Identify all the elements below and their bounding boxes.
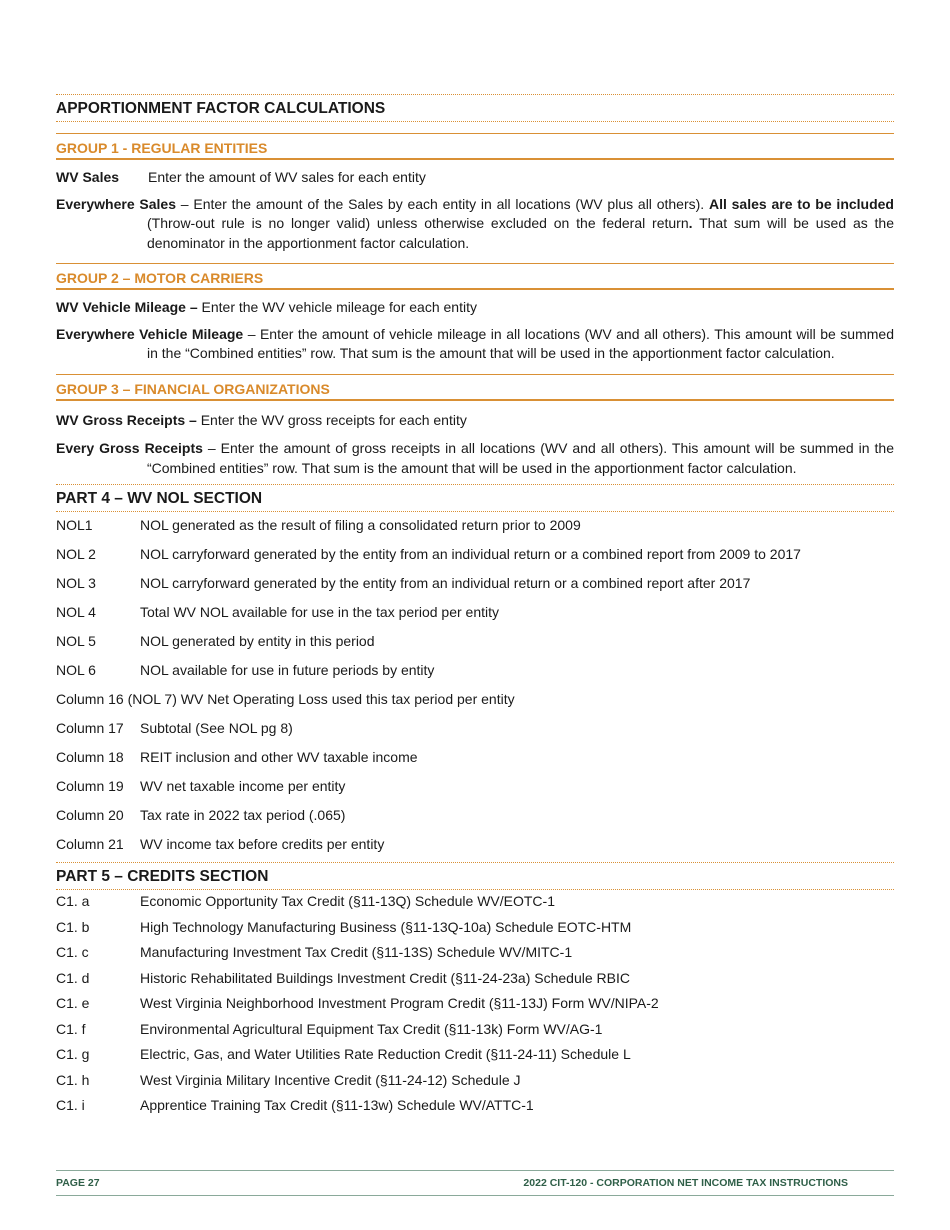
nol-row: [56, 546, 894, 575]
everywhere-vehicle-mileage-definition: [56, 325, 894, 364]
everywhere-sales-dot: .: [688, 215, 693, 231]
credit-label: C1. e: [56, 995, 90, 1011]
column-16-text: Column 16 (NOL 7) WV Net Operating Loss used this tax period per entity: [56, 691, 515, 707]
nol-desc: NOL carryforward generated by the entity from an individual return or a combined report from 2009 to 2017: [140, 546, 801, 562]
credit-label: C1. f: [56, 1020, 86, 1037]
everywhere-sales-desc-3: That sum will be used as the denominator in the apportionment factor calculation.: [147, 215, 894, 251]
credit-label: C1. a: [56, 893, 90, 909]
every-gross-receipts-definition: [56, 439, 894, 478]
column-desc: REIT inclusion and other WV taxable income: [140, 749, 418, 765]
column-desc: Tax rate in 2022 tax period (.065): [140, 807, 346, 823]
wv-sales-definition: [56, 168, 894, 188]
everywhere-vehicle-mileage-term: Everywhere Vehicle Mileage: [56, 325, 244, 342]
credits-list: [56, 893, 894, 1123]
nol-desc: NOL generated by entity in this period: [140, 633, 375, 649]
column-row: [56, 778, 894, 807]
credit-row: [56, 944, 894, 970]
page-number: PAGE 27: [56, 1177, 100, 1189]
column-row: [56, 720, 894, 749]
column-label: Column 18: [56, 749, 124, 765]
nol-label: NOL 6: [56, 662, 96, 678]
nol-row: [56, 604, 894, 633]
nol-label: NOL 3: [56, 575, 96, 591]
nol-label: NOL 4: [56, 604, 96, 620]
credit-row: [56, 919, 894, 945]
every-gross-receipts-desc: – Enter the amount of gross receipts in all locations (WV and all others). This amount will be summed in the “Combined entities” row. That sum is the amount that will be used in the apportionment factor calculation.: [147, 440, 894, 476]
page-content: [56, 94, 894, 1123]
credit-label: C1. b: [56, 918, 90, 935]
credit-label: C1. d: [56, 969, 90, 986]
credit-row: [56, 1072, 894, 1098]
everywhere-sales-term: Everywhere Sales: [56, 195, 176, 212]
column-desc: WV net taxable income per entity: [140, 778, 346, 794]
wv-gross-receipts-desc: Enter the WV gross receipts for each entity: [196, 411, 467, 428]
credit-label: C1. c: [56, 944, 89, 960]
credit-desc: Historic Rehabilitated Buildings Investment Credit (§11-24-23a) Schedule RBIC: [140, 969, 630, 986]
group-title-motor-carriers: GROUP 2 – MOTOR CARRIERS: [56, 263, 894, 290]
everywhere-sales-definition: [56, 195, 894, 254]
credit-row: [56, 995, 894, 1021]
nol-desc: Total WV NOL available for use in the tax period per entity: [140, 604, 499, 620]
wv-sales-desc: Enter the amount of WV sales for each entity: [148, 169, 426, 185]
group-title-regular-entities: GROUP 1 - REGULAR ENTITIES: [56, 133, 894, 160]
document-title: 2022 CIT-120 - CORPORATION NET INCOME TAX INSTRUCTIONS: [523, 1177, 848, 1189]
nol-label: NOL 5: [56, 633, 96, 649]
everywhere-sales-bold: All sales are to be included: [708, 195, 894, 212]
column-label: Column 21: [56, 836, 124, 852]
section-title-part-4: PART 4 – WV NOL SECTION: [56, 484, 894, 512]
nol-desc: NOL carryforward generated by the entity from an individual return or a combined report after 2017: [140, 575, 751, 591]
nol-list: [56, 517, 894, 862]
wv-gross-receipts-term: WV Gross Receipts –: [56, 411, 197, 428]
credit-desc: West Virginia Neighborhood Investment Program Credit (§11-13J) Form WV/NIPA-2: [140, 995, 659, 1011]
column-label: Column 19: [56, 778, 124, 794]
column-row: [56, 749, 894, 778]
wv-vehicle-mileage-term: WV Vehicle Mileage –: [56, 299, 198, 315]
credit-desc: High Technology Manufacturing Business (§11-13Q-10a) Schedule EOTC-HTM: [140, 918, 632, 935]
credit-desc: West Virginia Military Incentive Credit (§11-24-12) Schedule J: [140, 1071, 521, 1088]
column-label: Column 17: [56, 720, 124, 736]
wv-sales-term: WV Sales: [56, 169, 120, 185]
nol-row: [56, 662, 894, 691]
column-16-row: [56, 691, 894, 720]
column-label: Column 20: [56, 807, 124, 823]
credit-label: C1. g: [56, 1046, 90, 1062]
group-title-financial-organizations: GROUP 3 – FINANCIAL ORGANIZATIONS: [56, 374, 894, 401]
wv-vehicle-mileage-definition: [56, 298, 894, 318]
section-title-apportionment: APPORTIONMENT FACTOR CALCULATIONS: [56, 94, 894, 122]
credit-row: [56, 893, 894, 919]
credit-desc: Electric, Gas, and Water Utilities Rate Reduction Credit (§11-24-11) Schedule L: [140, 1046, 631, 1062]
nol-desc: NOL available for use in future periods by entity: [140, 662, 435, 678]
credit-desc: Economic Opportunity Tax Credit (§11-13Q) Schedule WV/EOTC-1: [140, 893, 555, 909]
nol-label: NOL1: [56, 517, 93, 533]
credit-desc: Environmental Agricultural Equipment Tax Credit (§11-13k) Form WV/AG-1: [140, 1020, 603, 1037]
column-desc: WV income tax before credits per entity: [140, 836, 385, 852]
credit-row: [56, 970, 894, 996]
nol-row: [56, 633, 894, 662]
every-gross-receipts-term: Every Gross Receipts: [56, 440, 203, 456]
everywhere-sales-desc-2: (Throw-out rule is no longer valid) unless otherwise excluded on the federal return: [147, 215, 689, 231]
credit-row: [56, 1046, 894, 1072]
everywhere-vehicle-mileage-desc: – Enter the amount of vehicle mileage in all locations (WV and all others). This amount will be summed in the “Combined entities” row. That sum is the amount that will be used in the apportionment factor calculation.: [147, 325, 894, 361]
wv-gross-receipts-definition: [56, 411, 894, 431]
nol-label: NOL 2: [56, 546, 96, 562]
nol-row: [56, 517, 894, 546]
credit-label: C1. h: [56, 1071, 90, 1088]
nol-row: [56, 575, 894, 604]
credit-row: [56, 1097, 894, 1123]
column-row: [56, 836, 894, 862]
credit-label: C1. i: [56, 1097, 85, 1113]
everywhere-sales-desc-1: – Enter the amount of the Sales by each entity in all locations (WV plus all others).: [176, 195, 709, 212]
column-row: [56, 807, 894, 836]
page-footer: [56, 1170, 894, 1196]
nol-desc: NOL generated as the result of filing a consolidated return prior to 2009: [140, 517, 581, 533]
column-desc: Subtotal (See NOL pg 8): [140, 720, 293, 736]
credit-desc: Manufacturing Investment Tax Credit (§11-13S) Schedule WV/MITC-1: [140, 944, 573, 960]
wv-vehicle-mileage-desc: Enter the WV vehicle mileage for each entity: [197, 299, 477, 315]
credit-row: [56, 1021, 894, 1047]
section-title-part-5: PART 5 – CREDITS SECTION: [56, 862, 894, 890]
credit-desc: Apprentice Training Tax Credit (§11-13w) Schedule WV/ATTC-1: [140, 1097, 534, 1113]
